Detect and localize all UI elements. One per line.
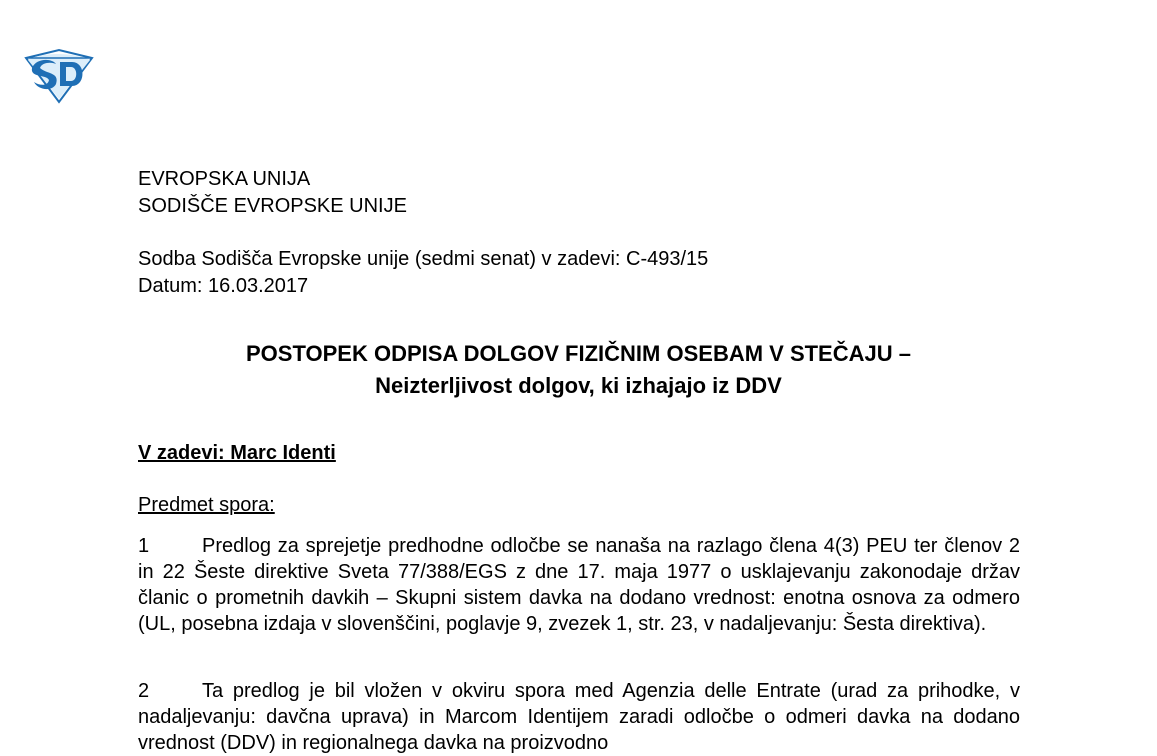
title-line-1: POSTOPEK ODPISA DOLGOV FIZIČNIM OSEBAM V STEČAJU – (246, 341, 911, 366)
case-info (138, 246, 708, 300)
paragraph-text: Predlog za sprejetje predhodne odločbe se nanaša na razlago člena 4(3) PEU ter členov 2 in 22 Šeste direktive Sveta 77/388/EGS z dne 17. maja 1977 o usklajevanju zakonodaje držav članic o prometnih davkih – Skupni sistem davka na dodano vrednost: enotna osnova za odmero (UL, posebna izdaja v slovenščini, poglavje 9, zvezek 1, str. 23, v nadaljevanju: Šesta direktiva). (138, 535, 1020, 635)
court-logo (22, 48, 96, 104)
case-line-2: Datum: 16.03.2017 (138, 275, 309, 297)
case-line-1: Sodba Sodišča Evropske unije (sedmi senat) v zadevi: C-493/15 (138, 248, 709, 270)
subject-heading: Predmet spora: (138, 494, 275, 516)
parties-heading: V zadevi: Marc Identi (138, 442, 336, 464)
title-line-2: Neizterljivost dolgov, ki izhajajo iz DDV (375, 373, 782, 398)
header-line-2: SODIŠČE EVROPSKE UNIJE (138, 195, 407, 217)
header-line-1: EVROPSKA UNIJA (138, 168, 311, 190)
paragraph-2 (138, 678, 1020, 756)
document-title (0, 338, 1157, 402)
paragraph-text: Ta predlog je bil vložen v okviru spora med Agenzia delle Entrate (urad za prihodke, v nadaljevanju: davčna uprava) in Marcom Identijem zaradi odločbe o odmeri davka na dodano vrednost (DDV) in regionalnega davka na proizvodno (138, 680, 1020, 754)
paragraph-number: 1 (138, 535, 150, 557)
court-header (138, 166, 407, 220)
paragraph-1 (138, 533, 1020, 637)
paragraph-number: 2 (138, 680, 150, 702)
